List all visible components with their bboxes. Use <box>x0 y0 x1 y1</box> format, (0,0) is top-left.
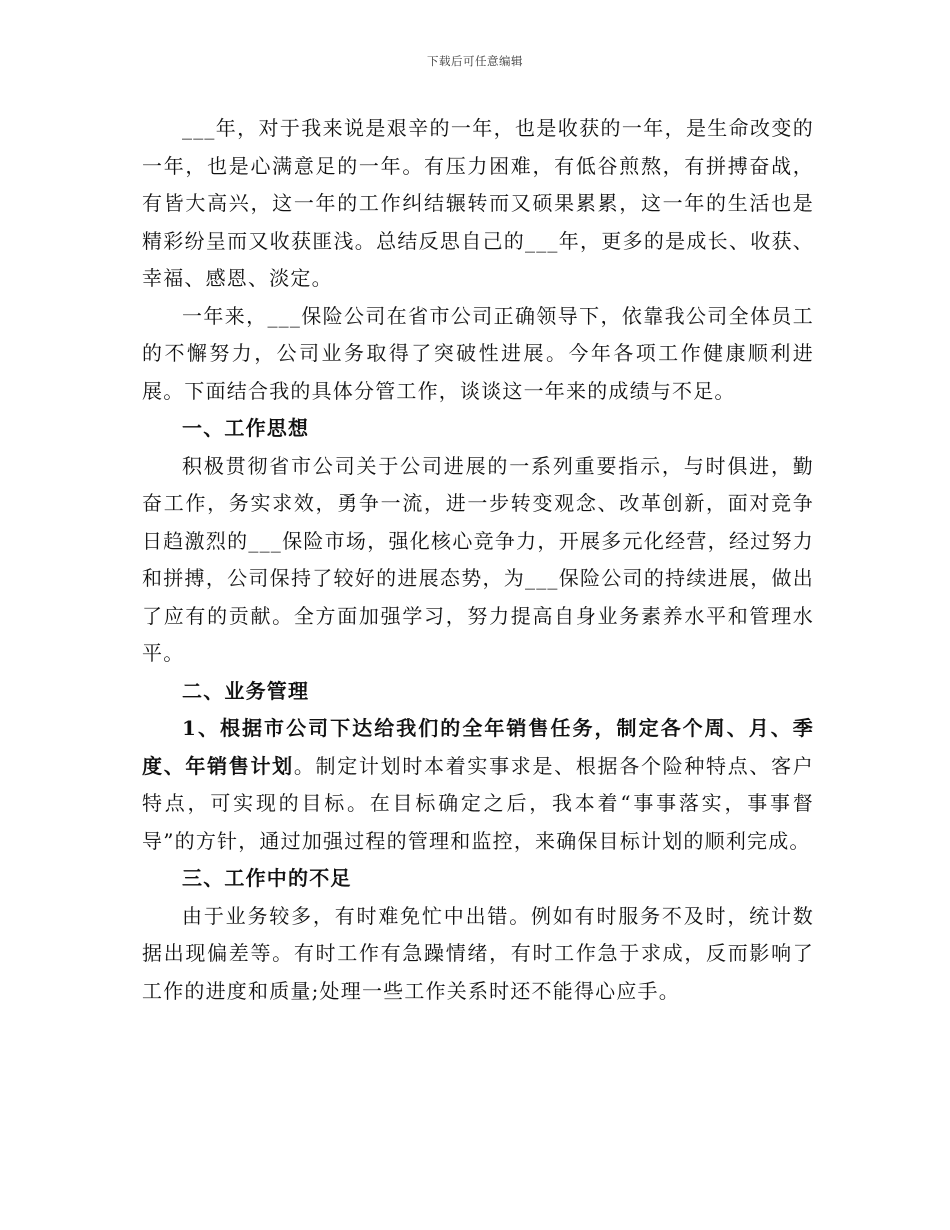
sales-plan-bold-text: 1、根据市公司下达给我们的全年销售任务，制定各个周、月、季度、年销售计划 <box>142 716 814 778</box>
paragraph-overview: 一年来，___保险公司在省市公司正确领导下，依靠我公司全体员工的不懈努力，公司业务取得了突破性进展。今年各项工作健康顺利进展。下面结合我的具体分管工作，谈谈这一年来的成绩与不足。 <box>142 303 814 403</box>
sales-plan-detail-text: 。制定计划时本着实事求是、根据各个险种特点、客户特点，可实现的目标。在目标确定之后，我本着“事事落实，事事督导”的方针，通过加强过程的管理和监控，来确保目标计划的顺利完成。 <box>142 753 814 853</box>
paragraph-work-thought: 积极贯彻省市公司关于公司进展的一系列重要指示，与时俱进，勤奋工作，务实求效，勇争一流，进一步转变观念、改革创新，面对竞争日趋激烈的___保险市场，强化核心竞争力，开展多元化经营，经过努力和拼搏，公司保持了较好的进展态势，为___保险公司的持续进展，做出了应有的贡献。全方面加强学习，努力提高自身业务素养水平和管理水平。 <box>142 453 814 665</box>
section-heading-business-management: 二、业务管理 <box>182 678 310 703</box>
paragraph-shortcomings: 由于业务较多，有时难免忙中出错。例如有时服务不及时，统计数据出现偏差等。有时工作有急躁情绪，有时工作急于求成，反而影响了工作的进度和质量;处理一些工作关系时还不能得心应手。 <box>142 903 814 1003</box>
paragraph-business-management <box>142 710 814 860</box>
page-header-note: 下载后可任意编辑 <box>427 54 523 68</box>
document-body <box>142 110 814 1010</box>
section-heading-work-thought: 一、工作思想 <box>182 416 310 440</box>
paragraph-intro: ___年，对于我来说是艰辛的一年，也是收获的一年，是生命改变的一年，也是心满意足的一年。有压力困难，有低谷煎熬，有拼搏奋战，有皆大高兴，这一年的工作纠结辗转而又硕果累累，这一年的生活也是精彩纷呈而又收获匪浅。总结反思自己的___年，更多的是成长、收获、幸福、感恩、淡定。 <box>142 116 814 290</box>
section-heading-shortcomings: 三、工作中的不足 <box>182 866 352 890</box>
